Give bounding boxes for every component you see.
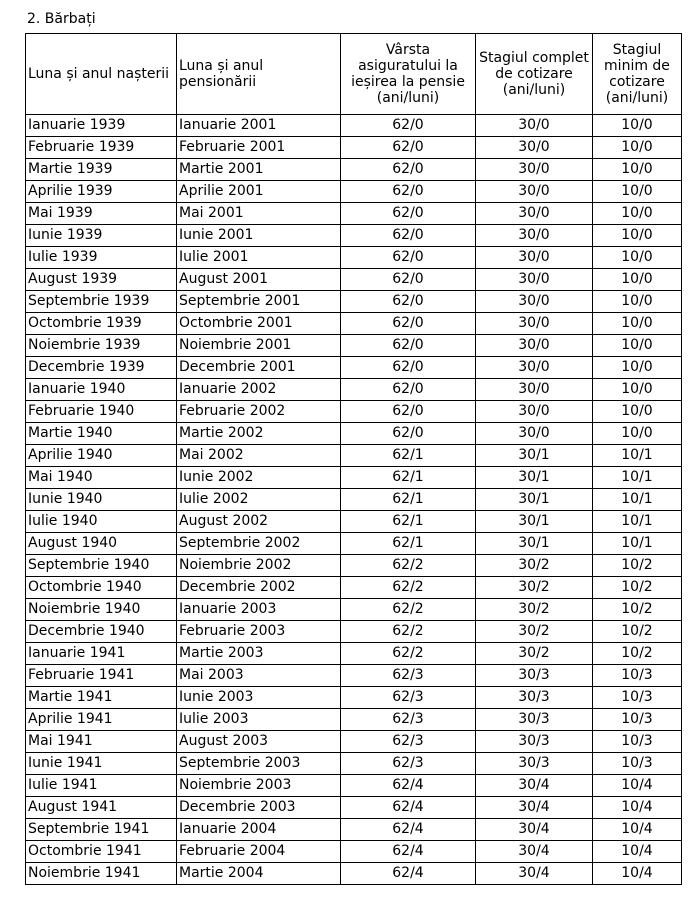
full-contribution-cell: 30/4 bbox=[476, 797, 593, 819]
full-contribution-cell: 30/0 bbox=[476, 357, 593, 379]
retirement-cell: Mai 2002 bbox=[177, 445, 341, 467]
full-contribution-cell: 30/0 bbox=[476, 335, 593, 357]
retirement-cell: Mai 2003 bbox=[177, 665, 341, 687]
birth-cell: Noiembrie 1940 bbox=[26, 599, 177, 621]
retirement-cell: Iunie 2001 bbox=[177, 225, 341, 247]
table-row bbox=[26, 445, 682, 467]
min-contribution-cell: 10/0 bbox=[593, 159, 682, 181]
full-contribution-cell: 30/2 bbox=[476, 555, 593, 577]
age-cell: 62/0 bbox=[341, 137, 476, 159]
table-row bbox=[26, 555, 682, 577]
min-contribution-cell: 10/4 bbox=[593, 797, 682, 819]
table-row bbox=[26, 775, 682, 797]
birth-cell: Decembrie 1940 bbox=[26, 621, 177, 643]
table-row bbox=[26, 687, 682, 709]
age-cell: 62/0 bbox=[341, 291, 476, 313]
age-cell: 62/0 bbox=[341, 181, 476, 203]
birth-cell: Februarie 1941 bbox=[26, 665, 177, 687]
retirement-cell: Iulie 2002 bbox=[177, 489, 341, 511]
retirement-cell: Septembrie 2003 bbox=[177, 753, 341, 775]
birth-cell: Mai 1940 bbox=[26, 467, 177, 489]
table-row bbox=[26, 269, 682, 291]
min-contribution-cell: 10/3 bbox=[593, 709, 682, 731]
age-cell: 62/2 bbox=[341, 577, 476, 599]
birth-cell: August 1940 bbox=[26, 533, 177, 555]
retirement-table bbox=[25, 33, 682, 885]
retirement-cell: Noiembrie 2001 bbox=[177, 335, 341, 357]
retirement-cell: Decembrie 2001 bbox=[177, 357, 341, 379]
min-contribution-cell: 10/0 bbox=[593, 181, 682, 203]
birth-cell: Iunie 1940 bbox=[26, 489, 177, 511]
table-row bbox=[26, 665, 682, 687]
min-contribution-cell: 10/4 bbox=[593, 775, 682, 797]
birth-cell: Ianuarie 1941 bbox=[26, 643, 177, 665]
table-row bbox=[26, 379, 682, 401]
table-row bbox=[26, 247, 682, 269]
header-min-contribution: Stagiul minim de cotizare (ani/luni) bbox=[593, 34, 682, 115]
full-contribution-cell: 30/3 bbox=[476, 753, 593, 775]
table-row bbox=[26, 599, 682, 621]
table-row bbox=[26, 709, 682, 731]
age-cell: 62/0 bbox=[341, 269, 476, 291]
full-contribution-cell: 30/0 bbox=[476, 203, 593, 225]
birth-cell: Octombrie 1941 bbox=[26, 841, 177, 863]
table-row bbox=[26, 423, 682, 445]
birth-cell: August 1941 bbox=[26, 797, 177, 819]
min-contribution-cell: 10/0 bbox=[593, 225, 682, 247]
age-cell: 62/0 bbox=[341, 225, 476, 247]
birth-cell: Octombrie 1939 bbox=[26, 313, 177, 335]
birth-cell: Noiembrie 1939 bbox=[26, 335, 177, 357]
min-contribution-cell: 10/0 bbox=[593, 401, 682, 423]
retirement-cell: Februarie 2004 bbox=[177, 841, 341, 863]
min-contribution-cell: 10/2 bbox=[593, 643, 682, 665]
birth-cell: Martie 1941 bbox=[26, 687, 177, 709]
retirement-cell: Ianuarie 2004 bbox=[177, 819, 341, 841]
age-cell: 62/1 bbox=[341, 467, 476, 489]
full-contribution-cell: 30/0 bbox=[476, 401, 593, 423]
retirement-cell: Septembrie 2001 bbox=[177, 291, 341, 313]
header-retirement: Luna și anul pensionării bbox=[177, 34, 341, 115]
age-cell: 62/0 bbox=[341, 357, 476, 379]
age-cell: 62/2 bbox=[341, 643, 476, 665]
age-cell: 62/1 bbox=[341, 511, 476, 533]
retirement-cell: Martie 2004 bbox=[177, 863, 341, 885]
min-contribution-cell: 10/0 bbox=[593, 291, 682, 313]
table-body bbox=[26, 115, 682, 885]
age-cell: 62/4 bbox=[341, 775, 476, 797]
full-contribution-cell: 30/1 bbox=[476, 445, 593, 467]
table-row bbox=[26, 467, 682, 489]
table-row bbox=[26, 489, 682, 511]
full-contribution-cell: 30/4 bbox=[476, 819, 593, 841]
full-contribution-cell: 30/2 bbox=[476, 599, 593, 621]
age-cell: 62/3 bbox=[341, 753, 476, 775]
age-cell: 62/0 bbox=[341, 247, 476, 269]
retirement-cell: Ianuarie 2002 bbox=[177, 379, 341, 401]
birth-cell: Iunie 1941 bbox=[26, 753, 177, 775]
header-row bbox=[26, 34, 682, 115]
birth-cell: Septembrie 1939 bbox=[26, 291, 177, 313]
age-cell: 62/4 bbox=[341, 841, 476, 863]
retirement-cell: Februarie 2003 bbox=[177, 621, 341, 643]
birth-cell: Octombrie 1940 bbox=[26, 577, 177, 599]
age-cell: 62/0 bbox=[341, 203, 476, 225]
age-cell: 62/2 bbox=[341, 621, 476, 643]
min-contribution-cell: 10/2 bbox=[593, 577, 682, 599]
retirement-cell: Februarie 2001 bbox=[177, 137, 341, 159]
full-contribution-cell: 30/0 bbox=[476, 269, 593, 291]
full-contribution-cell: 30/1 bbox=[476, 511, 593, 533]
table-row bbox=[26, 401, 682, 423]
age-cell: 62/0 bbox=[341, 379, 476, 401]
birth-cell: Martie 1939 bbox=[26, 159, 177, 181]
table-row bbox=[26, 643, 682, 665]
min-contribution-cell: 10/3 bbox=[593, 687, 682, 709]
section-title: 2. Bărbați bbox=[27, 11, 96, 27]
birth-cell: Septembrie 1941 bbox=[26, 819, 177, 841]
header-full-contribution: Stagiul complet de cotizare (ani/luni) bbox=[476, 34, 593, 115]
min-contribution-cell: 10/2 bbox=[593, 599, 682, 621]
table-row bbox=[26, 181, 682, 203]
birth-cell: Aprilie 1940 bbox=[26, 445, 177, 467]
age-cell: 62/2 bbox=[341, 555, 476, 577]
age-cell: 62/3 bbox=[341, 731, 476, 753]
table-row bbox=[26, 115, 682, 137]
table-row bbox=[26, 863, 682, 885]
min-contribution-cell: 10/0 bbox=[593, 357, 682, 379]
birth-cell: Aprilie 1939 bbox=[26, 181, 177, 203]
table-row bbox=[26, 577, 682, 599]
table-row bbox=[26, 621, 682, 643]
min-contribution-cell: 10/0 bbox=[593, 203, 682, 225]
birth-cell: Martie 1940 bbox=[26, 423, 177, 445]
retirement-cell: Septembrie 2002 bbox=[177, 533, 341, 555]
full-contribution-cell: 30/0 bbox=[476, 247, 593, 269]
full-contribution-cell: 30/2 bbox=[476, 577, 593, 599]
min-contribution-cell: 10/4 bbox=[593, 819, 682, 841]
retirement-cell: Decembrie 2003 bbox=[177, 797, 341, 819]
birth-cell: Februarie 1939 bbox=[26, 137, 177, 159]
age-cell: 62/0 bbox=[341, 423, 476, 445]
age-cell: 62/4 bbox=[341, 819, 476, 841]
retirement-cell: August 2002 bbox=[177, 511, 341, 533]
full-contribution-cell: 30/4 bbox=[476, 775, 593, 797]
age-cell: 62/3 bbox=[341, 709, 476, 731]
min-contribution-cell: 10/2 bbox=[593, 621, 682, 643]
min-contribution-cell: 10/4 bbox=[593, 863, 682, 885]
table-row bbox=[26, 357, 682, 379]
full-contribution-cell: 30/2 bbox=[476, 621, 593, 643]
full-contribution-cell: 30/0 bbox=[476, 159, 593, 181]
min-contribution-cell: 10/1 bbox=[593, 533, 682, 555]
full-contribution-cell: 30/1 bbox=[476, 467, 593, 489]
age-cell: 62/4 bbox=[341, 797, 476, 819]
birth-cell: August 1939 bbox=[26, 269, 177, 291]
full-contribution-cell: 30/2 bbox=[476, 643, 593, 665]
min-contribution-cell: 10/1 bbox=[593, 511, 682, 533]
min-contribution-cell: 10/4 bbox=[593, 841, 682, 863]
header-birth: Luna și anul nașterii bbox=[26, 34, 177, 115]
min-contribution-cell: 10/1 bbox=[593, 489, 682, 511]
retirement-cell: Noiembrie 2003 bbox=[177, 775, 341, 797]
table-row bbox=[26, 511, 682, 533]
full-contribution-cell: 30/0 bbox=[476, 313, 593, 335]
retirement-cell: Iunie 2002 bbox=[177, 467, 341, 489]
table-row bbox=[26, 335, 682, 357]
age-cell: 62/2 bbox=[341, 599, 476, 621]
full-contribution-cell: 30/0 bbox=[476, 423, 593, 445]
full-contribution-cell: 30/0 bbox=[476, 291, 593, 313]
retirement-cell: August 2001 bbox=[177, 269, 341, 291]
table-row bbox=[26, 731, 682, 753]
birth-cell: Ianuarie 1939 bbox=[26, 115, 177, 137]
birth-cell: Iulie 1940 bbox=[26, 511, 177, 533]
retirement-cell: August 2003 bbox=[177, 731, 341, 753]
full-contribution-cell: 30/0 bbox=[476, 181, 593, 203]
full-contribution-cell: 30/0 bbox=[476, 225, 593, 247]
table-row bbox=[26, 137, 682, 159]
min-contribution-cell: 10/0 bbox=[593, 247, 682, 269]
retirement-cell: Octombrie 2001 bbox=[177, 313, 341, 335]
table-row bbox=[26, 797, 682, 819]
retirement-cell: Februarie 2002 bbox=[177, 401, 341, 423]
full-contribution-cell: 30/3 bbox=[476, 709, 593, 731]
full-contribution-cell: 30/0 bbox=[476, 137, 593, 159]
birth-cell: Ianuarie 1940 bbox=[26, 379, 177, 401]
retirement-cell: Aprilie 2001 bbox=[177, 181, 341, 203]
table-row bbox=[26, 819, 682, 841]
table-row bbox=[26, 313, 682, 335]
full-contribution-cell: 30/3 bbox=[476, 665, 593, 687]
retirement-cell: Iulie 2001 bbox=[177, 247, 341, 269]
min-contribution-cell: 10/0 bbox=[593, 379, 682, 401]
birth-cell: Iulie 1939 bbox=[26, 247, 177, 269]
full-contribution-cell: 30/0 bbox=[476, 115, 593, 137]
min-contribution-cell: 10/0 bbox=[593, 423, 682, 445]
age-cell: 62/3 bbox=[341, 687, 476, 709]
table-row bbox=[26, 753, 682, 775]
header-age: Vârsta asiguratului la ieșirea la pensie (ani/luni) bbox=[341, 34, 476, 115]
birth-cell: Mai 1939 bbox=[26, 203, 177, 225]
retirement-cell: Iunie 2003 bbox=[177, 687, 341, 709]
age-cell: 62/0 bbox=[341, 335, 476, 357]
retirement-cell: Martie 2002 bbox=[177, 423, 341, 445]
birth-cell: Februarie 1940 bbox=[26, 401, 177, 423]
birth-cell: Aprilie 1941 bbox=[26, 709, 177, 731]
age-cell: 62/1 bbox=[341, 445, 476, 467]
age-cell: 62/0 bbox=[341, 115, 476, 137]
full-contribution-cell: 30/0 bbox=[476, 379, 593, 401]
retirement-cell: Mai 2001 bbox=[177, 203, 341, 225]
full-contribution-cell: 30/3 bbox=[476, 687, 593, 709]
birth-cell: Noiembrie 1941 bbox=[26, 863, 177, 885]
table-row bbox=[26, 533, 682, 555]
table-row bbox=[26, 291, 682, 313]
min-contribution-cell: 10/1 bbox=[593, 445, 682, 467]
full-contribution-cell: 30/4 bbox=[476, 841, 593, 863]
retirement-cell: Iulie 2003 bbox=[177, 709, 341, 731]
full-contribution-cell: 30/4 bbox=[476, 863, 593, 885]
min-contribution-cell: 10/0 bbox=[593, 269, 682, 291]
retirement-cell: Ianuarie 2001 bbox=[177, 115, 341, 137]
birth-cell: Septembrie 1940 bbox=[26, 555, 177, 577]
age-cell: 62/1 bbox=[341, 533, 476, 555]
age-cell: 62/1 bbox=[341, 489, 476, 511]
min-contribution-cell: 10/0 bbox=[593, 335, 682, 357]
age-cell: 62/4 bbox=[341, 863, 476, 885]
min-contribution-cell: 10/2 bbox=[593, 555, 682, 577]
birth-cell: Decembrie 1939 bbox=[26, 357, 177, 379]
min-contribution-cell: 10/0 bbox=[593, 137, 682, 159]
retirement-cell: Decembrie 2002 bbox=[177, 577, 341, 599]
min-contribution-cell: 10/0 bbox=[593, 115, 682, 137]
full-contribution-cell: 30/1 bbox=[476, 489, 593, 511]
age-cell: 62/0 bbox=[341, 159, 476, 181]
retirement-cell: Ianuarie 2003 bbox=[177, 599, 341, 621]
min-contribution-cell: 10/3 bbox=[593, 731, 682, 753]
birth-cell: Mai 1941 bbox=[26, 731, 177, 753]
full-contribution-cell: 30/3 bbox=[476, 731, 593, 753]
table-row bbox=[26, 841, 682, 863]
age-cell: 62/0 bbox=[341, 313, 476, 335]
min-contribution-cell: 10/3 bbox=[593, 665, 682, 687]
min-contribution-cell: 10/0 bbox=[593, 313, 682, 335]
birth-cell: Iulie 1941 bbox=[26, 775, 177, 797]
table-row bbox=[26, 225, 682, 247]
age-cell: 62/0 bbox=[341, 401, 476, 423]
table-row bbox=[26, 159, 682, 181]
age-cell: 62/3 bbox=[341, 665, 476, 687]
full-contribution-cell: 30/1 bbox=[476, 533, 593, 555]
min-contribution-cell: 10/3 bbox=[593, 753, 682, 775]
retirement-cell: Noiembrie 2002 bbox=[177, 555, 341, 577]
retirement-cell: Martie 2001 bbox=[177, 159, 341, 181]
table-row bbox=[26, 203, 682, 225]
birth-cell: Iunie 1939 bbox=[26, 225, 177, 247]
min-contribution-cell: 10/1 bbox=[593, 467, 682, 489]
retirement-cell: Martie 2003 bbox=[177, 643, 341, 665]
